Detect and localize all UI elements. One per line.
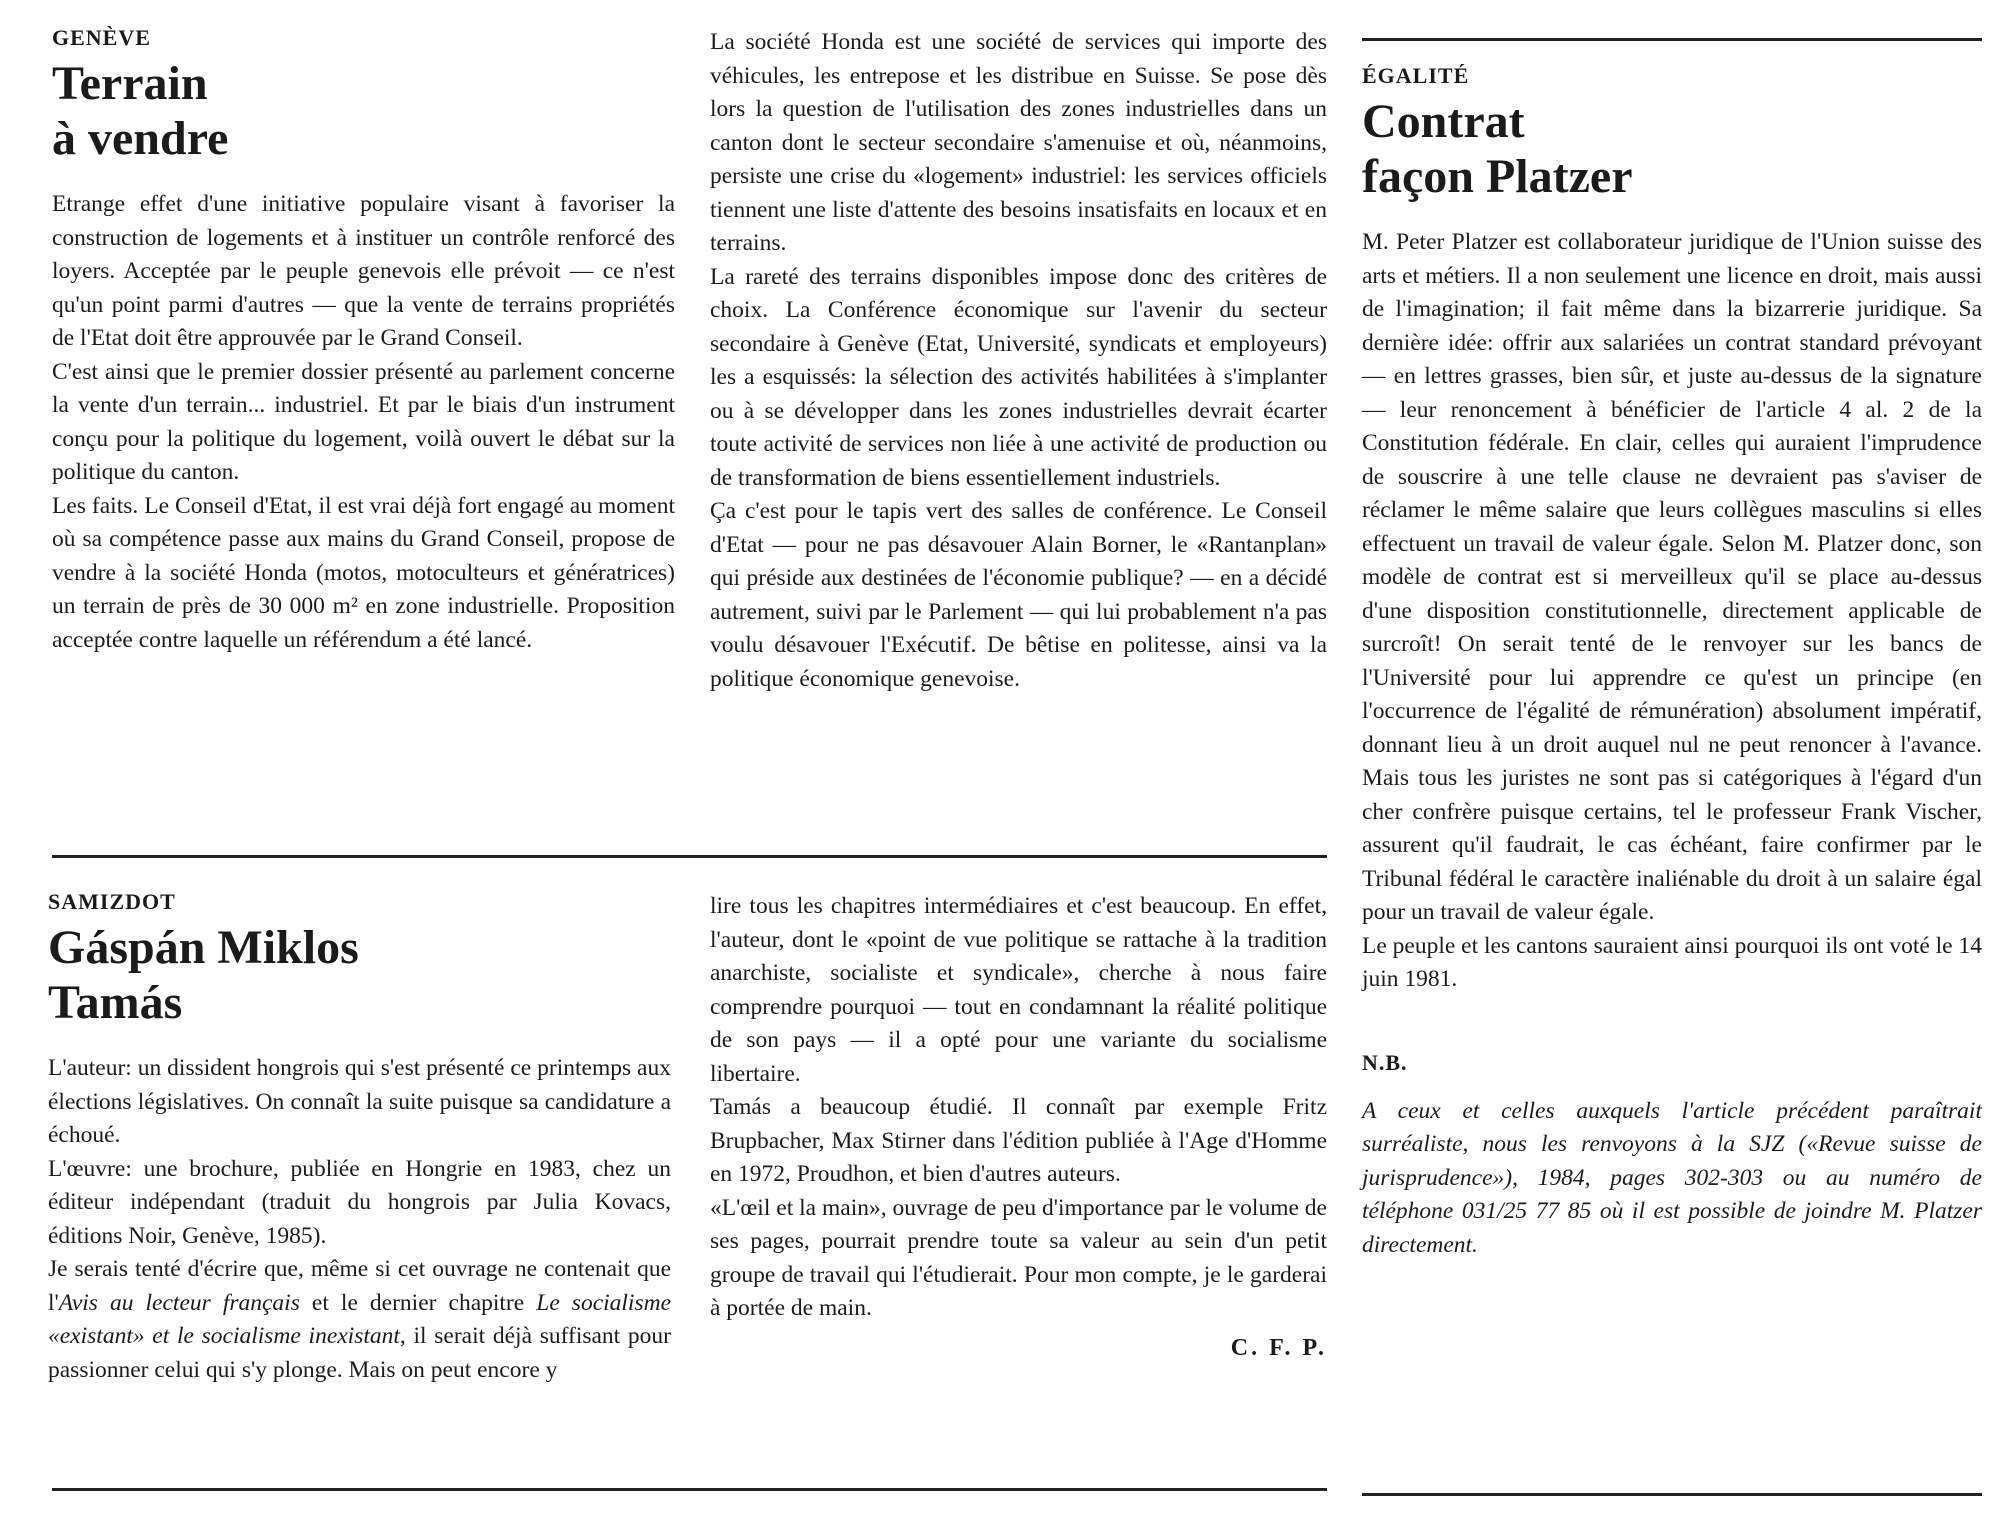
geneve-paragraph: Etrange effet d'une initiative populaire visant à favoriser la construction de logements et à instituer un contrôle renforcé des loyers. Acceptée par le peuple genevois elle prévoit — ce n'est qu'un point parmi d'autres — que la vente de terrains propriétés de l'Etat doit être approuvée par le Grand Conseil. [52,191,675,351]
samizdat-paragraph: L'auteur: un dissident hongrois qui s'est présenté ce printemps aux élections législatives. On connaît la suite puisque sa candidature a échoué. [48,1055,671,1148]
samizdat-title-chapitre: Le socialisme «existant» et le socialisme inexistant [48,1289,672,1349]
samizdat-headline-line1: Gáspán Miklos [48,921,359,974]
divider-samizdat-bottom [52,1488,1327,1491]
samizdat-article-col2 [710,890,1327,1365]
egalite-headline-line1: Contrat [1362,95,1525,148]
samizdat-headline-line2: Tamás [48,976,183,1029]
samizdat-text-run: et le dernier chapitre [299,1289,537,1316]
samizdat-kicker: SAMIZDOT [48,889,176,914]
divider-egalite-bottom [1362,1493,1982,1496]
samizdat-paragraph [48,1253,671,1387]
geneve-paragraph: C'est ainsi que le premier dossier présenté au parlement concerne la vente d'un terrain... industriel. Et par le biais d'un instrument conçu pour la politique du logement, voilà ouvert le débat sur la politique du canton. [52,358,675,485]
samizdat-signature: C. F. P. [1230,1334,1327,1361]
samizdat-paragraph: L'œuvre: une brochure, publiée en Hongrie en 1983, chez un éditeur indépendant (traduit du hongrois par Julia Kovacs, éditions Noir, Genève, 1985). [48,1155,671,1249]
samizdat-text-run: , il serait déjà suffisant pour passionner celui qui s'y plonge. Mais on peut encore y [48,1323,671,1383]
egalite-body [1362,226,1982,997]
egalite-kicker: ÉGALITÉ [1362,63,1470,88]
geneve-paragraph: La société Honda est une société de services qui importe des véhicules, les entrepose et les distribue en Suisse. Se pose dès lors la question de l'utilisation des zones industrielles dans un canton dont le secteur secondaire s'amenuise et où, néanmoins, persiste une crise du «logement» industriel: les services officiels tiennent une liste d'attente des besoins insatisfaits en locaux et en terrains. [710,29,1327,256]
egalite-headline [1362,94,1982,204]
samizdat-paragraph: lire tous les chapitres intermédiaires et c'est beaucoup. En effet, l'auteur, dont le «point de vue politique se rattache à la tradition anarchiste, socialiste et syndicale», cherche à nous faire comprendre pourquoi — tout en condamnant la réalité politique de son pays — il a opté pour une variante du socialisme libertaire. [710,893,1327,1087]
samizdat-paragraph: «L'œil et la main», ouvrage de peu d'importance par le volume de ses pages, pourrait prendre toute sa valeur au sein d'un petit groupe de travail qui l'étudierait. Pour mon compte, je le garderai à portée de main. [710,1194,1327,1321]
egalite-nb-text: A ceux et celles auxquels l'article précédent paraîtrait surréaliste, nous les renvoyons à la SJZ («Revue suisse de jurisprudence»), 1984, pages 302-303 ou au numéro de téléphone 031/25 77 85 où il est possible de joindre M. Platzer directement. [1362,1097,1982,1258]
samizdat-text-run: Je serais tenté d'écrire que, même si cet ouvrage ne contenait que l' [48,1256,671,1316]
samizdat-paragraph: Tamás a beaucoup étudié. Il connaît par exemple Fritz Brupbacher, Max Stirner dans l'édition publiée à l'Age d'Homme en 1972, Proudhon, et bien d'autres auteurs. [710,1094,1327,1187]
divider-geneve-samizdat [52,855,1327,858]
geneve-paragraph: Les faits. Le Conseil d'Etat, il est vrai déjà fort engagé au moment où sa compétence passe aux mains du Grand Conseil, propose de vendre à la société Honda (motos, motoculteurs et génératrices) un terrain de près de 30 000 m² en zone industrielle. Proposition acceptée contre laquelle un référendum a été lancé. [52,492,675,653]
samizdat-body-col2 [710,890,1327,1326]
samizdat-article-col1 [48,888,671,1387]
samizdat-body-col1 [48,1052,671,1387]
geneve-headline-line2: à vendre [52,112,229,165]
geneve-paragraph: Ça c'est pour le tapis vert des salles de conférence. Le Conseil d'Etat — pour ne pas désavouer Alain Borner, le «Rantanplan» qui préside aux destinées de l'économie publique? — en a décidé autrement, suivi par le Parlement — qui lui probablement n'a pas voulu désavouer l'Exécutif. De bêtise en politesse, ainsi va la politique économique genevoise. [710,498,1327,692]
samizdat-headline [48,920,671,1030]
geneve-headline-line1: Terrain [52,57,208,110]
egalite-paragraph: Le peuple et les cantons sauraient ainsi pourquoi ils ont voté le 14 juin 1981. [1362,932,1982,992]
geneve-article-col2 [710,26,1327,696]
samizdat-title-avis: Avis au lecteur français [58,1289,300,1316]
egalite-headline-line2: façon Platzer [1362,150,1633,203]
egalite-paragraph: M. Peter Platzer est collaborateur juridique de l'Union suisse des arts et métiers. Il a non seulement une licence en droit, mais aussi de l'imagination; il fait même dans la bizarrerie juridique. Sa dernière idée: offrir aux salariées un contrat standard prévoyant — en lettres grasses, bien sûr, et juste au-dessus de la signature — leur renoncement à bénéficier de l'article 4 al. 2 de la Constitution fédérale. En clair, celles qui auraient l'imprudence de souscrire à une telle clause ne devraient pas s'aviser de réclamer le même salaire que leurs collègues masculins si elles effectuent un travail de valeur égale. Selon M. Platzer donc, son modèle de contrat est si merveilleux qu'il se place au-dessus d'une disposition constitutionnelle, directement applicable de surcroît! On serait tenté de le renvoyer sur les bancs de l'Université pour lui apprendre ce qu'est un principe (en l'occurrence de l'égalité de rémunération) absolument impératif, donnant lieu à un droit auquel nul ne peut renoncer à l'avance. Mais tous les juristes ne sont pas si catégoriques à l'égard d'un cher confrère puisque certains, tel le professeur Frank Vischer, assurent qu'il faudrait, le cas échéant, faire confirmer par le Tribunal fédéral le caractère inaliénable du droit à un salaire égal pour un travail de valeur égale. [1362,229,1982,925]
geneve-headline [52,56,675,166]
geneve-paragraph: La rareté des terrains disponibles impose donc des critères de choix. La Conférence économique sur l'avenir du secteur secondaire à Genève (Etat, Université, syndicats et employeurs) les a esquissés: la sélection des activités habilitées à s'implanter ou à se développer dans les zones industrielles devrait écarter toute activité de services non liée à une activité de production ou de transformation de biens essentiellement industriels. [710,263,1327,491]
divider-egalite-top [1362,38,1982,41]
geneve-article-col1 [52,24,675,657]
egalite-nb-kicker: N.B. [1362,1049,1408,1075]
geneve-kicker: GENÈVE [52,25,151,50]
egalite-article [1362,62,1982,1262]
geneve-body-col1 [52,188,675,657]
